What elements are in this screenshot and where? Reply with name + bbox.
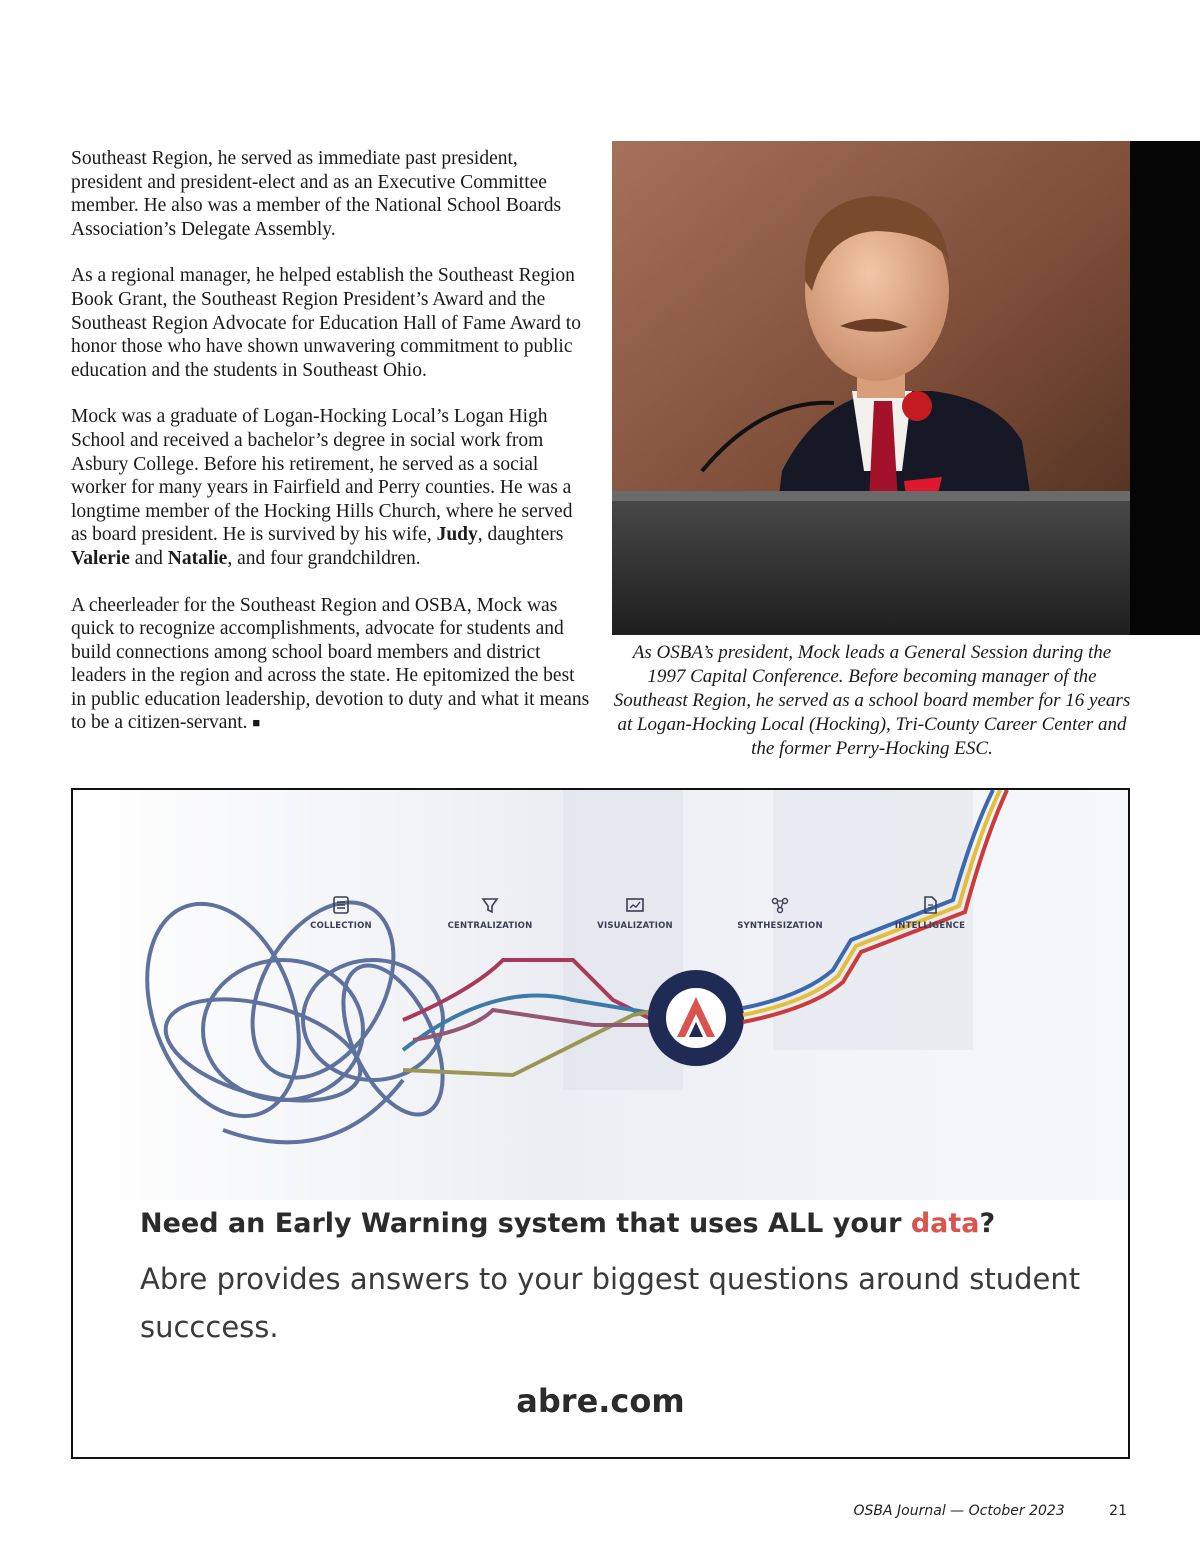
paragraph-text: and [129, 547, 168, 569]
step-visualization [570, 895, 700, 931]
headline-text: Need an Early Warning system that uses ALL your [140, 1208, 911, 1239]
paragraph-text: , and four grandchildren. [227, 547, 421, 569]
step-label: CENTRALIZATION [447, 921, 533, 931]
funnel-icon [480, 895, 500, 915]
ad-subline: Abre provides answers to your biggest questions around student succcess. [140, 1262, 1081, 1344]
headline-text: ? [979, 1208, 996, 1239]
paragraph-text: , daughters [477, 524, 564, 546]
page-footer [854, 1503, 1128, 1519]
data-flow-illustration [73, 790, 1128, 1200]
network-icon [770, 895, 790, 915]
step-intelligence [865, 895, 995, 931]
article-body [71, 147, 591, 758]
step-label: COLLECTION [310, 921, 372, 931]
ad-url-link[interactable]: abre.com [516, 1382, 685, 1420]
headline-accent: data [910, 1208, 980, 1239]
paragraph-text: A cheerleader for the Southeast Region and OSBA, Mock was quick to recognize accomplishments, advocate for students and build connections among school board members and district leaders in the region and across the state. He epitomized the best in public education leadership, devotion to duty and what it means to be a citizen-servant. [71, 594, 590, 734]
list-icon [331, 895, 351, 915]
name-valerie: Valerie [71, 547, 130, 569]
step-label: SYNTHESIZATION [737, 921, 823, 931]
photo-caption: As OSBA’s president, Mock leads a General Session during the 1997 Capital Conference. Before becoming manager of the Southeast Region, he served as a school board member for 16 years at Logan-Hocking Local (Hocking), Tri-County Career Center and the former Perry-Hocking ESC. [613, 642, 1131, 759]
ad-headline [140, 1208, 1100, 1239]
article-paragraph: As a regional manager, he helped establish the Southeast Region Book Grant, the Southeast Region President’s Award and the Southeast Region Advocate for Education Hall of Fame Award to honor those who have shown unwavering commitment to public education and the students in Southeast Ohio. [71, 265, 581, 381]
abre-advertisement[interactable] [71, 788, 1130, 1459]
speaker-photo [612, 141, 1200, 635]
name-natalie: Natalie [167, 547, 228, 569]
article-paragraph: Southeast Region, he served as immediate past president, president and president-elect and as an Executive Committee member. He also was a member of the National School Boards Association’s Delegate Assembly. [71, 148, 562, 240]
end-mark: ■ [252, 715, 261, 731]
step-label: INTELLIGENCE [894, 921, 966, 931]
article-paragraph [71, 594, 591, 736]
page-number: 21 [1109, 1503, 1127, 1519]
speaker-illustration [612, 141, 1200, 635]
step-label: VISUALIZATION [597, 921, 673, 931]
step-centralization [425, 895, 555, 931]
paragraph-text: Mock was a graduate of Logan-Hocking Local’s Logan High School and received a bachelor’s degree in social work from Asbury College. Before his retirement, he served as a social worker for many years in Fairfield and Perry counties. He was a longtime member of the Hocking Hills Church, where he served as board president. He is survived by his wife, [71, 406, 573, 546]
article-paragraph [71, 405, 591, 570]
document-icon [920, 895, 940, 915]
chart-icon [625, 895, 645, 915]
step-collection [276, 895, 406, 931]
step-synthesization [715, 895, 845, 931]
journal-title: OSBA Journal — October 2023 [853, 1503, 1065, 1519]
name-judy: Judy [436, 524, 478, 546]
